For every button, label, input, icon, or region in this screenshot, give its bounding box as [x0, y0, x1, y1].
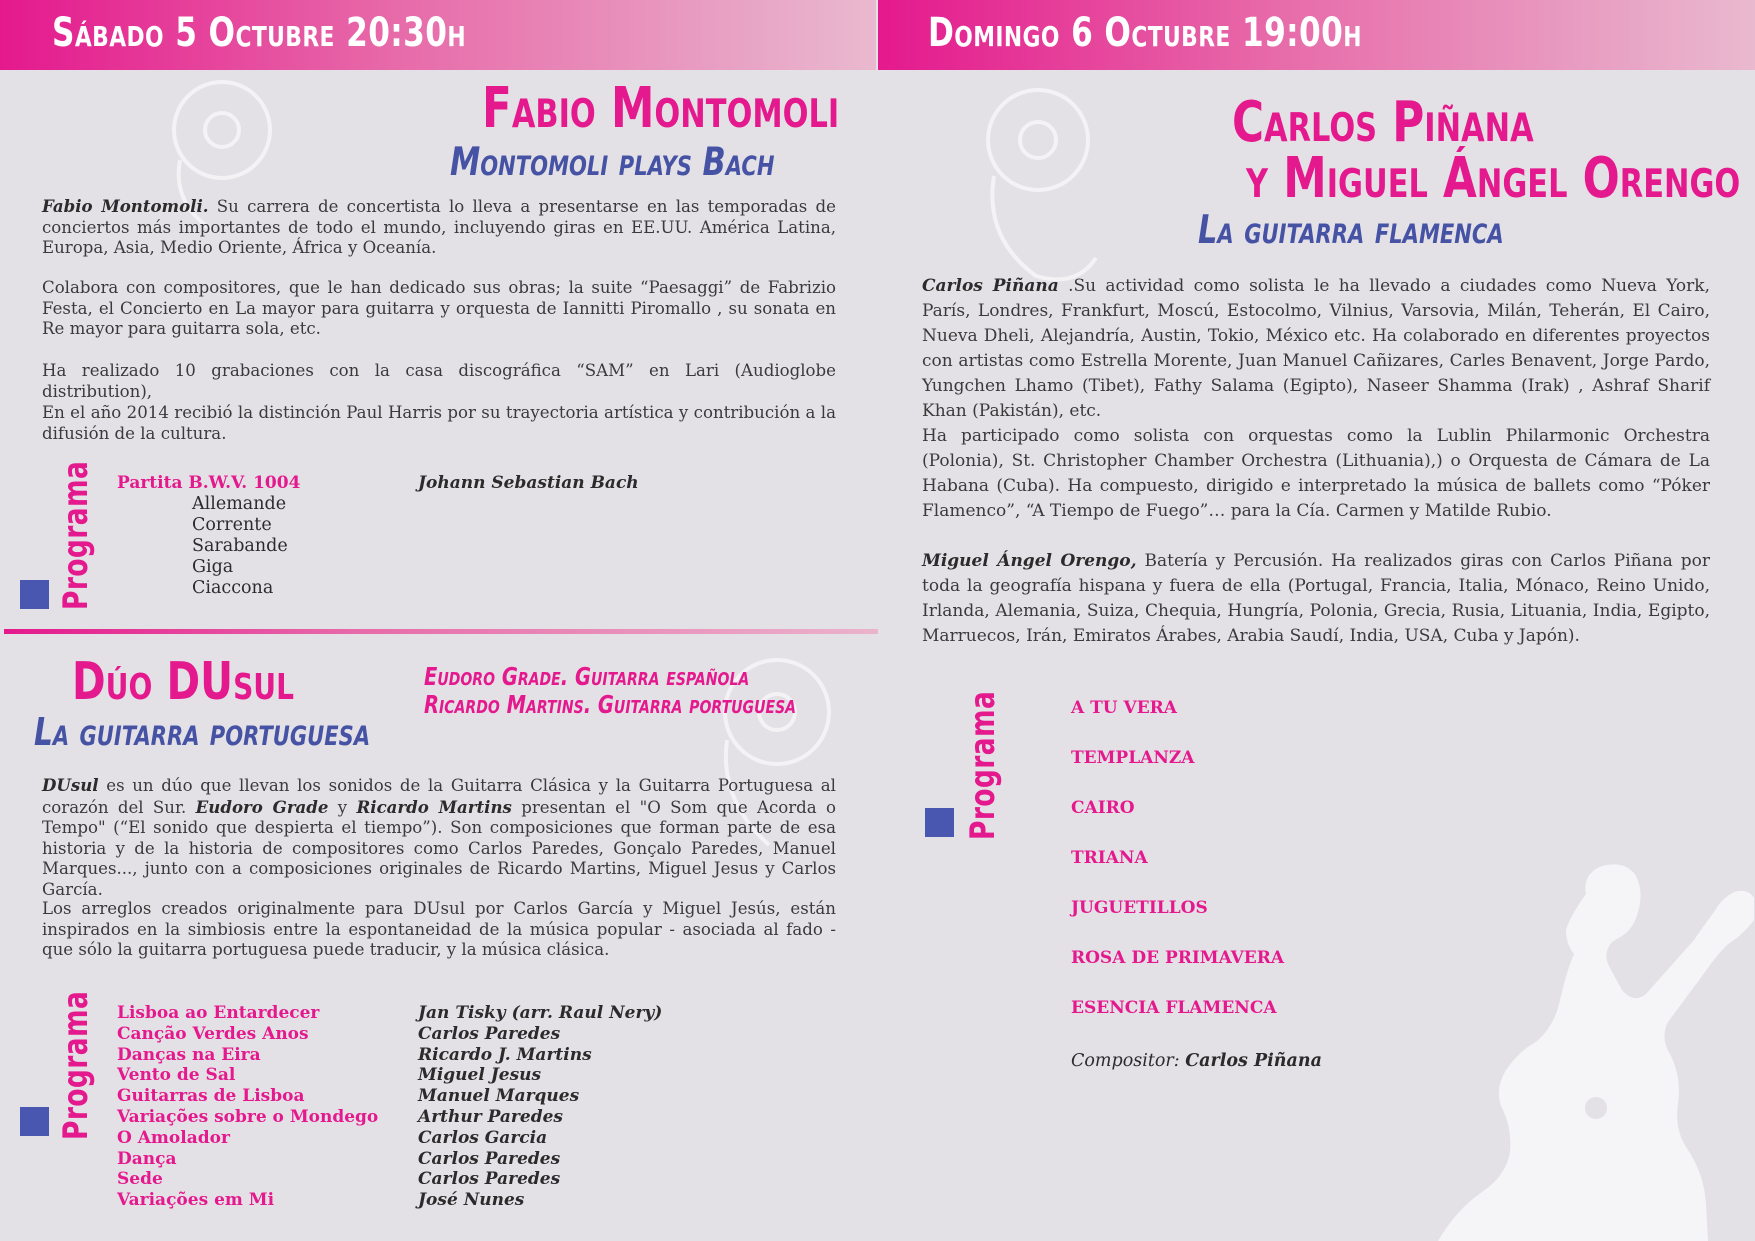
program-works: [117, 473, 300, 494]
artist-title-line2: y Miguel Ángel Orengo: [1246, 146, 1741, 211]
bio-paragraph: En el año 2014 recibió la distinción Paul Harris por su trayectoria artística y contribución a la difusión de la cultura.: [42, 403, 836, 443]
program-work: Variações em Mi: [117, 1190, 275, 1211]
concert-subtitle: La guitarra portuguesa: [34, 710, 371, 754]
track-list: [1071, 698, 1284, 1048]
performer-line: Eudoro Grade. Guitarra española: [424, 662, 750, 691]
movement-item: Allemande: [192, 494, 287, 514]
program-composer: Jan Tisky (arr. Raul Nery): [418, 1003, 663, 1023]
movement-list: [192, 494, 288, 599]
artist-title: Dúo DUsul: [72, 652, 294, 712]
program-composer: José Nunes: [418, 1190, 525, 1211]
program-work: Sede: [117, 1169, 163, 1190]
program-work: Vento de Sal: [117, 1065, 236, 1086]
guitarist-silhouette-icon: [1398, 858, 1755, 1241]
program-work: Partita B.W.V. 1004: [117, 473, 301, 493]
programa-label: Programa: [963, 690, 1003, 840]
program-composer: Carlos Garcia: [418, 1127, 548, 1148]
concert-subtitle: Montomoli plays Bach: [450, 140, 775, 185]
section-divider: [4, 629, 878, 634]
date-header: Domingo 6 Octubre 19:00h: [928, 10, 1362, 56]
program-composer: Carlos Paredes: [418, 1148, 561, 1169]
programa-square: [20, 1107, 49, 1136]
concert-subtitle: La guitarra flamenca: [1198, 208, 1504, 253]
date-header: Sábado 5 Octubre 20:30h: [52, 10, 467, 56]
movement-item: Sarabande: [192, 536, 288, 556]
bio-paragraph: Ha participado como solista con orquestas como la Lublin Philarmonic Orchestra (Polonia), St. Christopher Chamber Orchestra (Lithuania),) o Orquesta de Cámara de La Habana (Cuba). Ha compuesto, dirigido e interpretado la música de ballets como “Póker Flamenco”, “A Tiempo de Fuego”… para la Cía. Carmen y Matilde Rubio.: [922, 426, 1710, 521]
program-composer: Arthur Paredes: [418, 1106, 563, 1127]
movement-item: Corrente: [192, 515, 272, 535]
right-page: [878, 0, 1755, 1241]
program-work: Dança: [117, 1148, 177, 1169]
bio-paragraph: DUsul es un dúo que llevan los sonidos de la Guitarra Clásica y la Guitarra Portuguesa al corazón del Sur. Eudoro Grade y Ricardo Martins presentan el "O Som que Acorda o Tempo" (“El sonido que despierta el tiempo”). Son composiciones que forman parte de esa historia y de la historia de compositores como Carlos Paredes, Gonçalo Paredes, Manuel Marques..., junto con a composiciones originales de Ricardo Martins, Miguel Jesus y Carlos García.: [42, 775, 836, 899]
artist-title: Fabio Montomoli: [482, 76, 840, 141]
program-composer: Carlos Paredes: [418, 1023, 561, 1044]
bio-paragraph: Ha realizado 10 grabaciones con la casa discográfica “SAM” en Lari (Audioglobe distribution),: [42, 361, 836, 401]
program-work: Danças na Eira: [117, 1044, 261, 1065]
bio-paragraph: Los arreglos creados originalmente para DUsul por Carlos García y Miguel Jesús, están inspirados en la simbiosis entre la espontaneidad de la música popular - asociada al fado - que sólo la guitarra portuguesa puede traducir, y la música clásica.: [42, 899, 836, 960]
bio-paragraph: Fabio Montomoli. Su carrera de concertista lo lleva a presentarse en las temporadas de conciertos más importantes de todo el mundo, incluyendo giras en EE.UU. América Latina, Europa, Asia, Medio Oriente, África y Oceanía.: [42, 196, 836, 258]
performer-line: Ricardo Martins. Guitarra portuguesa: [424, 690, 797, 719]
program-composers: [418, 473, 639, 494]
program-work: O Amolador: [117, 1127, 230, 1148]
movement-item: Giga: [192, 557, 234, 577]
date-header-band: [878, 0, 1755, 70]
programa-square: [925, 808, 954, 837]
program-work: Canção Verdes Anos: [117, 1023, 309, 1044]
programa-square: [20, 580, 49, 609]
program-composer: Johann Sebastian Bach: [418, 473, 639, 493]
bio-paragraph: Carlos Piñana .Su actividad como solista le ha llevado a ciudades como Nueva York, París, Londres, Frankfurt, Moscú, Estocolmo, Vilnius, Varsovia, Milán, Teherán, El Cairo, Nueva Dheli, Alejandría, Austin, Tokio, México etc. Ha colaborado en diferentes proyectos con artistas como Estrella Morente, Juan Manuel Cañizares, Carles Benavent, Jorge Pardo, Yungchen Lhamo (Tibet), Fathy Salama (Egipto), Naseer Shamma (Irak) , Ashraf Sharif Khan (Pakistán), etc.: [922, 276, 1711, 421]
swirl-decoration: [966, 78, 1116, 283]
programa-label: Programa: [56, 460, 96, 610]
program-work: Variações sobre o Mondego: [117, 1106, 379, 1127]
track-item: A TU VERA: [1071, 698, 1177, 718]
composer-credit: [1071, 1051, 1322, 1071]
program-composer: Ricardo J. Martins: [418, 1044, 592, 1065]
track-item: ROSA DE PRIMAVERA: [1071, 948, 1285, 968]
track-item: JUGUETILLOS: [1071, 898, 1208, 918]
program-works: [117, 1003, 378, 1211]
program-work: Guitarras de Lisboa: [117, 1086, 305, 1107]
track-item: CAIRO: [1071, 798, 1135, 818]
track-item: ESENCIA FLAMENCA: [1071, 998, 1277, 1018]
track-item: TEMPLANZA: [1071, 748, 1195, 768]
date-header-band: [0, 0, 876, 70]
composer-label: Compositor:: [1071, 1051, 1180, 1071]
programa-label: Programa: [56, 990, 96, 1140]
program-composers: [418, 1003, 662, 1211]
artist-title-line1: Carlos Piñana: [1232, 90, 1534, 155]
movement-item: Ciaccona: [192, 578, 274, 598]
bio-paragraph: Colabora con compositores, que le han dedicado sus obras; la suite “Paesaggi” de Fabrizio Festa, el Concierto en La mayor para guitarra y orquesta de Iannitti Piromallo , su sonata en Re mayor para guitarra sola, etc.: [42, 278, 836, 339]
program-work: Lisboa ao Entardecer: [117, 1003, 320, 1023]
program-composer: Carlos Paredes: [418, 1169, 561, 1190]
bio-paragraph: Miguel Ángel Orengo, Batería y Percusión. Ha realizados giras con Carlos Piñana por toda la geografía hispana y fuera de ella (Portugal, Francia, Italia, Mónaco, Reino Unido, Irlanda, Alemania, Suiza, Chequia, Hungría, Polonia, Grecia, Rusia, Lituania, India, Egipto, Marruecos, Irán, Emiratos Árabes, Arabia Saudí, India, USA, Cuba y Japón).: [922, 551, 1710, 646]
program-composer: Manuel Marques: [418, 1086, 580, 1107]
composer-name: Carlos Piñana: [1185, 1051, 1322, 1071]
program-composer: Miguel Jesus: [418, 1065, 542, 1086]
track-item: TRIANA: [1071, 848, 1148, 868]
